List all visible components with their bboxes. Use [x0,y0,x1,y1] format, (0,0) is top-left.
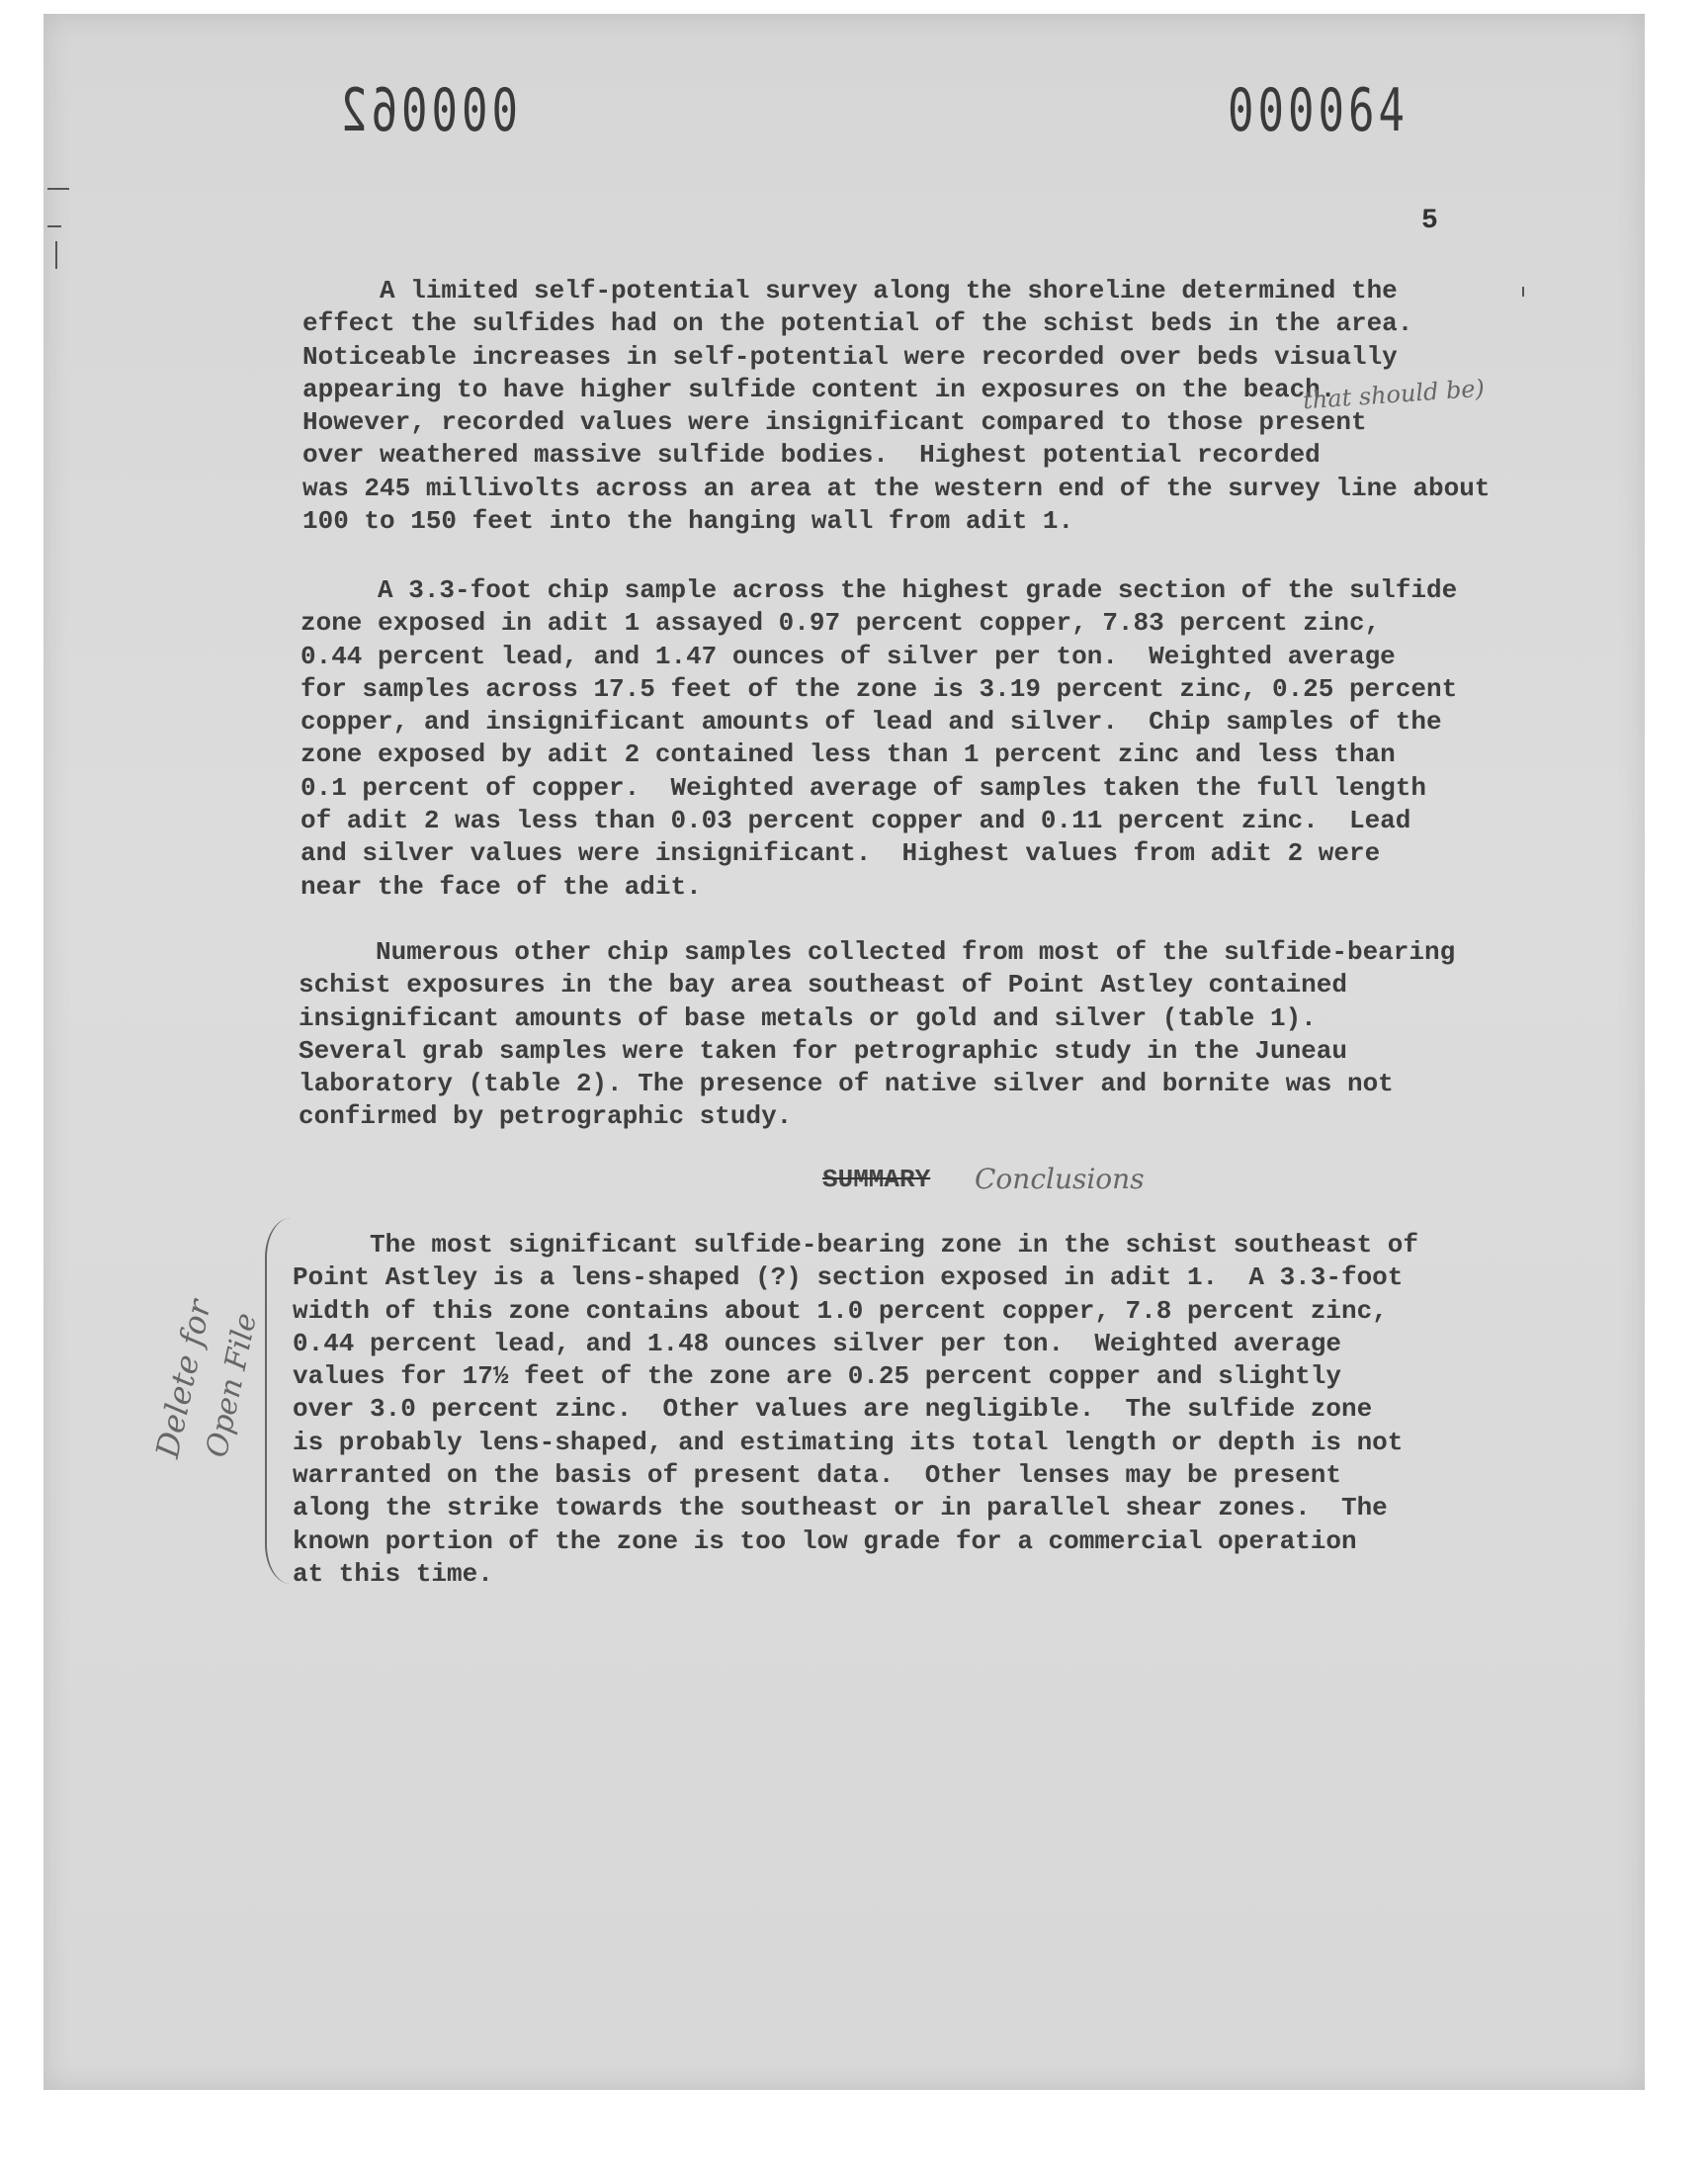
text-line: 0.44 percent lead, and 1.47 ounces of silver per ton. Weighted average [300,641,1396,671]
text-line: copper, and insignificant amounts of lead and silver. Chip samples of the [300,707,1442,738]
text-line: width of this zone contains about 1.0 percent copper, 7.8 percent zinc, [293,1295,1388,1326]
text-line: zone exposed by adit 2 contained less than 1 percent zinc and less than [300,740,1396,770]
document-stamp-left: 000062 [337,77,518,145]
paragraph-chip-sample [300,574,1457,904]
margin-tick-mark [47,225,61,227]
text-line: warranted on the basis of present data. Other lenses may be present [293,1460,1341,1491]
handwritten-insertion: that should be) [1302,374,1486,415]
text-line: appearing to have higher sulfide content in exposures on the beach. [302,374,1336,404]
text-line: along the strike towards the southeast or in parallel shear zones. The [293,1493,1388,1523]
document-stamp-right: 000064 [1228,77,1409,145]
text-line: Noticeable increases in self-potential were recorded over beds visually [302,341,1398,372]
text-line: insignificant amounts of base metals or gold and silver (table 1). [299,1002,1317,1033]
margin-bracket [265,1218,297,1584]
text-line: for samples across 17.5 feet of the zone is 3.19 percent zinc, 0.25 percent [300,673,1458,704]
text-line: The most significant sulfide-bearing zone in the schist southeast of [293,1230,1418,1260]
text-line: over weathered massive sulfide bodies. Highest potential recorded [302,440,1321,471]
text-line: confirmed by petrographic study. [299,1101,793,1132]
text-line: 0.44 percent lead, and 1.48 ounces silver per ton. Weighted average [293,1328,1341,1358]
paragraph-other-samples [299,936,1455,1134]
page-number: 5 [1421,206,1438,236]
text-line: A 3.3-foot chip sample across the highest grade section of the sulfide [300,575,1458,605]
margin-tick-mark [47,188,69,190]
margin-tick-mark [1522,287,1524,297]
text-line: 0.1 percent of copper. Weighted average of samples taken the full length [300,772,1426,803]
paragraph-summary [293,1229,1418,1591]
handwritten-margin-note-line1: Delete for [148,1296,218,1461]
margin-tick-mark [55,241,57,269]
text-line: Numerous other chip samples collected from most of the sulfide-bearing [299,937,1456,967]
section-heading-struck: SUMMARY [822,1165,931,1194]
text-line: values for 17½ feet of the zone are 0.25 percent copper and slightly [293,1361,1341,1392]
text-line: 100 to 150 feet into the hanging wall from adit 1. [302,506,1074,537]
text-line: is probably lens-shaped, and estimating its total length or depth is not [293,1427,1404,1457]
text-line: laboratory (table 2). The presence of native silver and bornite was not [299,1069,1394,1099]
handwritten-conclusions: Conclusions [975,1163,1145,1195]
text-line: over 3.0 percent zinc. Other values are negligible. The sulfide zone [293,1394,1373,1425]
text-line: schist exposures in the bay area southeast of Point Astley contained [299,970,1347,1000]
text-line: A limited self-potential survey along the shoreline determined the [302,276,1398,305]
text-line: However, recorded values were insignificant compared to those present [302,407,1367,438]
text-line: Several grab samples were taken for petrographic study in the Juneau [299,1035,1347,1066]
handwritten-margin-note-line2: Open File [200,1310,265,1461]
text-line: was 245 millivolts across an area at the western end of the survey line about [302,473,1491,503]
text-line: known portion of the zone is too low grade for a commercial operation [293,1525,1357,1556]
text-line: Point Astley is a lens-shaped (?) section exposed in adit 1. A 3.3-foot [293,1262,1404,1293]
text-line: and silver values were insignificant. Highest values from adit 2 were [300,838,1381,869]
text-line: of adit 2 was less than 0.03 percent copper and 0.11 percent zinc. Lead [300,806,1411,836]
text-line: effect the sulfides had on the potential of the schist beds in the area. [302,308,1413,339]
text-line: at this time. [293,1558,493,1589]
text-line: near the face of the adit. [300,871,702,902]
text-line: zone exposed in adit 1 assayed 0.97 percent copper, 7.83 percent zinc, [300,608,1381,639]
